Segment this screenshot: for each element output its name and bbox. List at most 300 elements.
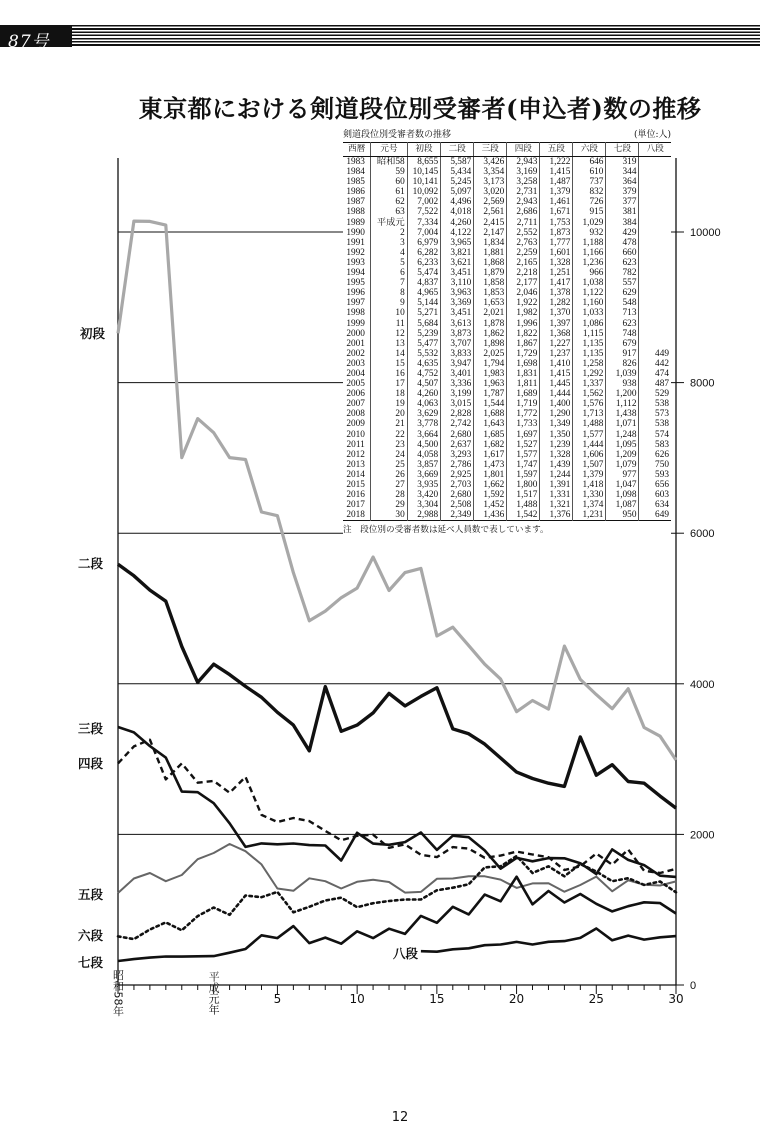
x-tick-label: 平成元年 — [207, 971, 221, 1015]
table-cell: 3,451 — [441, 268, 474, 278]
table-cell: 4 — [371, 248, 407, 258]
table-cell: 2,943 — [507, 197, 540, 207]
table-cell: 2,742 — [441, 419, 474, 429]
table-cell: 977 — [606, 470, 639, 480]
table-cell: 966 — [573, 268, 606, 278]
table-cell: 1998 — [343, 308, 371, 318]
table-cell: 4,260 — [441, 218, 474, 228]
table-cell: 2016 — [343, 490, 371, 500]
table-cell: 3,420 — [407, 490, 440, 500]
table-cell: 1,527 — [507, 440, 540, 450]
table-cell: 1987 — [343, 197, 371, 207]
table-cell: 2,259 — [507, 248, 540, 258]
series-line-2 — [118, 564, 676, 808]
table-cell: 1,112 — [606, 399, 639, 409]
table-cell: 2010 — [343, 430, 371, 440]
table-cell: 2012 — [343, 450, 371, 460]
table-cell: 1,222 — [540, 157, 573, 168]
table-cell: 1993 — [343, 258, 371, 268]
table-cell: 1,209 — [606, 450, 639, 460]
table-cell: 538 — [655, 419, 669, 430]
table-cell: 59 — [371, 167, 407, 177]
table-cell: 660 — [606, 248, 639, 258]
table-cell: 1,290 — [540, 409, 573, 419]
table-cell: 1,858 — [474, 278, 507, 288]
table-cell: 1,349 — [540, 419, 573, 429]
table-cell: 2,680 — [441, 430, 474, 440]
table-row — [343, 177, 671, 187]
table-cell: 3,965 — [441, 238, 474, 248]
table-cell: 10,141 — [407, 177, 440, 187]
table-cell — [639, 157, 671, 168]
table-row — [343, 298, 671, 308]
table-cell: 2014 — [343, 470, 371, 480]
table-cell: 529 — [655, 389, 669, 400]
table-cell: 14 — [371, 349, 407, 359]
table-cell: 1,227 — [540, 339, 573, 349]
table-row — [343, 268, 671, 278]
table-cell: 364 — [606, 177, 639, 187]
table-cell: 1,166 — [573, 248, 606, 258]
table-cell — [639, 197, 671, 207]
table-row — [343, 218, 671, 228]
table-row — [343, 319, 671, 329]
table-cell: 646 — [573, 157, 606, 168]
table-cell: 7,522 — [407, 207, 440, 217]
table-cell: 478 — [606, 238, 639, 248]
table-cell: 1,282 — [540, 298, 573, 308]
series-label-2: 二段 — [78, 556, 104, 571]
table-cell: 1,682 — [474, 440, 507, 450]
table-cell: 1,606 — [573, 450, 606, 460]
series-line-4 — [118, 740, 676, 873]
table-cell: 1,079 — [606, 460, 639, 470]
table-cell: 2,988 — [407, 510, 440, 521]
table-cell — [639, 288, 671, 298]
table-cell: 1,898 — [474, 339, 507, 349]
table-cell: 2,177 — [507, 278, 540, 288]
table-row — [343, 207, 671, 217]
table-cell — [639, 167, 671, 177]
table-cell: 5,434 — [441, 167, 474, 177]
table-cell: 3,833 — [441, 349, 474, 359]
table-cell: 1,544 — [474, 399, 507, 409]
table-cell: 1,577 — [573, 430, 606, 440]
table-cell: 1,239 — [540, 440, 573, 450]
table-cell: 4,837 — [407, 278, 440, 288]
table-cell: 1,753 — [540, 218, 573, 228]
table-cell: 623 — [606, 319, 639, 329]
table-cell: 1,597 — [507, 470, 540, 480]
table-cell: 2,552 — [507, 228, 540, 238]
x-tick-label: 5 — [273, 992, 282, 1006]
table-cell: 1,671 — [540, 207, 573, 217]
table-cell: 1,231 — [573, 510, 606, 521]
table-cell: 12 — [371, 329, 407, 339]
table-row — [343, 359, 671, 369]
table-cell: 1,391 — [540, 480, 573, 490]
table-cell: 1,115 — [573, 329, 606, 339]
table-cell — [639, 278, 671, 288]
table-cell: 1,688 — [474, 409, 507, 419]
table-cell: 2017 — [343, 500, 371, 510]
table-cell: 1,029 — [573, 218, 606, 228]
table-cell: 1,834 — [474, 238, 507, 248]
table-cell: 487 — [655, 379, 669, 390]
table-cell: 8 — [371, 288, 407, 298]
table-cell: 61 — [371, 187, 407, 197]
table-cell: 8,655 — [407, 157, 440, 168]
table-cell: 5,097 — [441, 187, 474, 197]
table-row — [343, 399, 671, 409]
table-cell: 2000 — [343, 329, 371, 339]
table-cell: 1,038 — [573, 278, 606, 288]
table-cell: 1,643 — [474, 419, 507, 429]
table-cell: 1,331 — [540, 490, 573, 500]
table-header-cell: 西暦 — [343, 143, 371, 157]
table-cell: 1,160 — [573, 298, 606, 308]
table-cell: 3,199 — [441, 389, 474, 399]
table-cell: 2,165 — [507, 258, 540, 268]
table-cell: 1,378 — [540, 288, 573, 298]
series-line-3 — [118, 727, 676, 877]
table-cell: 1,601 — [540, 248, 573, 258]
table-cell: 2003 — [343, 359, 371, 369]
x-tick-label: 25 — [588, 992, 604, 1006]
table-cell: 1,328 — [540, 450, 573, 460]
table-cell: 2,508 — [441, 500, 474, 510]
table-cell: 1,415 — [540, 167, 573, 177]
table-cell: 1,777 — [540, 238, 573, 248]
table-cell — [639, 339, 671, 349]
table-cell: 377 — [606, 197, 639, 207]
table-cell: 27 — [371, 480, 407, 490]
table-cell: 3,707 — [441, 339, 474, 349]
table-cell: 610 — [573, 167, 606, 177]
table-cell: 2,025 — [474, 349, 507, 359]
table-cell: 1,822 — [507, 329, 540, 339]
table-cell — [639, 177, 671, 187]
table-cell: 6,282 — [407, 248, 440, 258]
table-cell: 713 — [606, 308, 639, 318]
table-cell: 1,879 — [474, 268, 507, 278]
table-body — [343, 157, 671, 521]
table-cell: 30 — [371, 510, 407, 521]
table-cell — [639, 268, 671, 278]
table-cell: 3,778 — [407, 419, 440, 429]
table-cell: 25 — [371, 460, 407, 470]
series-line-8 — [421, 929, 676, 952]
table-cell: 1,488 — [507, 500, 540, 510]
table-row — [343, 379, 671, 389]
table-row — [343, 167, 671, 177]
table-cell: 3,169 — [507, 167, 540, 177]
table-cell: 4,122 — [441, 228, 474, 238]
table-cell: 4,063 — [407, 399, 440, 409]
table-cell: 昭和58 — [371, 157, 407, 168]
table-cell: 7 — [371, 278, 407, 288]
table-cell: 3,669 — [407, 470, 440, 480]
table-cell: 603 — [655, 490, 669, 501]
table-cell: 3,873 — [441, 329, 474, 339]
table-cell: 4,018 — [441, 207, 474, 217]
table-cell: 1992 — [343, 248, 371, 258]
table-cell: 2011 — [343, 440, 371, 450]
table-cell: 2018 — [343, 510, 371, 521]
table-cell: 7,004 — [407, 228, 440, 238]
table-cell: 5,245 — [441, 177, 474, 187]
table-cell: 9 — [371, 298, 407, 308]
table-cell: 10,145 — [407, 167, 440, 177]
table-cell: 6,979 — [407, 238, 440, 248]
table-row — [343, 228, 671, 238]
table-header-cell: 七段 — [606, 143, 639, 157]
table-row — [343, 157, 671, 168]
table-cell: 2,415 — [474, 218, 507, 228]
table-cell: 62 — [371, 197, 407, 207]
table-cell: 1,244 — [540, 470, 573, 480]
table-cell: 3,293 — [441, 450, 474, 460]
table-cell: 932 — [573, 228, 606, 238]
table-cell — [639, 298, 671, 308]
table-cell: 1,098 — [606, 490, 639, 500]
table-cell: 1,473 — [474, 460, 507, 470]
table-cell: 1,410 — [540, 359, 573, 369]
table-row — [343, 490, 671, 500]
table-cell: 28 — [371, 490, 407, 500]
table-cell: 1,881 — [474, 248, 507, 258]
table-cell — [639, 218, 671, 228]
table-cell: 60 — [371, 177, 407, 187]
table-cell: 1,653 — [474, 298, 507, 308]
table-cell: 1,577 — [507, 450, 540, 460]
table-cell: 2,569 — [474, 197, 507, 207]
table-cell: 2005 — [343, 379, 371, 389]
table-cell: 1,922 — [507, 298, 540, 308]
table-cell: 1,461 — [540, 197, 573, 207]
table-cell: 3 — [371, 238, 407, 248]
table-cell: 26 — [371, 470, 407, 480]
table-cell: 7,334 — [407, 218, 440, 228]
table-cell: 1,370 — [540, 308, 573, 318]
table-header-cell: 八段 — [639, 143, 671, 157]
table-cell — [639, 308, 671, 318]
table-cell: 1,733 — [507, 419, 540, 429]
table-cell: 1,200 — [606, 389, 639, 399]
table-cell: 10,092 — [407, 187, 440, 197]
table-cell: 938 — [606, 379, 639, 389]
table-cell: 4,965 — [407, 288, 440, 298]
table-cell: 4,752 — [407, 369, 440, 379]
table-cell: 3,963 — [441, 288, 474, 298]
table-cell: 1,576 — [573, 399, 606, 409]
table-cell: 1,787 — [474, 389, 507, 399]
table-cell: 2,703 — [441, 480, 474, 490]
y-tick-label: 0 — [690, 980, 697, 992]
series-label-1: 初段 — [80, 326, 106, 341]
table-cell: 1,087 — [606, 500, 639, 510]
table-cell: 574 — [655, 429, 669, 440]
table-cell: 1,047 — [606, 480, 639, 490]
table-cell — [639, 248, 671, 258]
table-cell: 3,304 — [407, 500, 440, 510]
table-row — [343, 440, 671, 450]
table-cell: 737 — [573, 177, 606, 187]
table-cell: 1986 — [343, 187, 371, 197]
table-cell: 1995 — [343, 278, 371, 288]
table-cell: 649 — [655, 510, 669, 521]
x-tick-label: 昭和58年 — [111, 969, 125, 1017]
table-cell: 19 — [371, 399, 407, 409]
data-table — [343, 142, 671, 521]
table-cell: 4,635 — [407, 359, 440, 369]
table-cell: 1,086 — [573, 319, 606, 329]
table-cell: 2,711 — [507, 218, 540, 228]
table-cell: 1,436 — [474, 510, 507, 521]
table-row — [343, 430, 671, 440]
y-tick-label: 8000 — [690, 377, 715, 390]
table-cell: 1,617 — [474, 450, 507, 460]
table-cell: 1,292 — [573, 369, 606, 379]
table-cell: 1,982 — [507, 308, 540, 318]
table-cell: 629 — [606, 288, 639, 298]
table-cell: 634 — [655, 500, 669, 511]
table-cell: 3,173 — [474, 177, 507, 187]
table-cell: 1,397 — [540, 319, 573, 329]
table-row — [343, 419, 671, 429]
table-cell: 3,336 — [441, 379, 474, 389]
table-cell: 5,144 — [407, 298, 440, 308]
table-cell: 1,350 — [540, 430, 573, 440]
table-cell: 449 — [655, 348, 669, 359]
table-cell — [639, 228, 671, 238]
table-row — [343, 409, 671, 419]
y-tick-label: 2000 — [690, 829, 715, 842]
table-cell: 13 — [371, 339, 407, 349]
table-cell: 915 — [573, 207, 606, 217]
table-cell: 1,379 — [540, 187, 573, 197]
table-cell: 2,046 — [507, 288, 540, 298]
table-cell: 18 — [371, 389, 407, 399]
table-cell: 1,963 — [474, 379, 507, 389]
table-cell: 2,561 — [474, 207, 507, 217]
table-cell: 24 — [371, 450, 407, 460]
table-row — [343, 349, 671, 359]
y-tick-label: 4000 — [690, 678, 715, 691]
table-cell: 1,488 — [573, 419, 606, 429]
table-cell: 2,686 — [507, 207, 540, 217]
table-cell: 319 — [606, 157, 639, 168]
table-cell: 1,337 — [573, 379, 606, 389]
table-cell — [639, 258, 671, 268]
table-cell: 1,417 — [540, 278, 573, 288]
table-cell: 726 — [573, 197, 606, 207]
table-cell: 20 — [371, 409, 407, 419]
series-label-6: 六段 — [78, 928, 104, 943]
table-cell: 1,236 — [573, 258, 606, 268]
table-cell: 679 — [606, 339, 639, 349]
table-cell: 1,747 — [507, 460, 540, 470]
table-cell: 1,517 — [507, 490, 540, 500]
table-cell: 1,697 — [507, 430, 540, 440]
table-cell: 1,801 — [474, 470, 507, 480]
table-cell: 3,110 — [441, 278, 474, 288]
table-cell: 2,218 — [507, 268, 540, 278]
table-cell: 1,135 — [573, 339, 606, 349]
table-cell: 15 — [371, 359, 407, 369]
table-cell: 5,684 — [407, 319, 440, 329]
table-cell: 1,698 — [507, 359, 540, 369]
table-cell: 1,713 — [573, 409, 606, 419]
table-cell: 1,689 — [507, 389, 540, 399]
table-cell: 1990 — [343, 228, 371, 238]
table-cell: 474 — [655, 368, 669, 379]
table-cell: 1,444 — [540, 389, 573, 399]
table-cell: 2,925 — [441, 470, 474, 480]
table-cell: 17 — [371, 379, 407, 389]
table-cell: 623 — [606, 258, 639, 268]
table-cell: 4,500 — [407, 440, 440, 450]
table-cell: 1,033 — [573, 308, 606, 318]
data-table-panel — [343, 129, 671, 535]
table-cell: 1,772 — [507, 409, 540, 419]
table-row — [343, 278, 671, 288]
table-row — [343, 480, 671, 490]
table-cell: 1,418 — [573, 480, 606, 490]
table-cell: 2,349 — [441, 510, 474, 521]
table-cell: 1984 — [343, 167, 371, 177]
issue-number: 87号 — [8, 32, 50, 52]
series-line-6 — [118, 856, 676, 939]
table-header-cell: 五段 — [540, 143, 573, 157]
table-note: 注 段位別の受審者数は延べ人員数で表しています。 — [343, 525, 549, 536]
table-header-cell: 初段 — [407, 143, 440, 157]
table-cell — [639, 187, 671, 197]
table-cell: 656 — [655, 480, 669, 490]
table-cell: 583 — [655, 439, 669, 450]
table-cell: 63 — [371, 207, 407, 217]
table-cell: 626 — [655, 449, 669, 460]
series-label-7: 七段 — [78, 955, 104, 970]
table-cell: 548 — [606, 298, 639, 308]
table-cell: 593 — [655, 469, 669, 480]
table-cell: 3,369 — [441, 298, 474, 308]
table-cell: 2009 — [343, 419, 371, 429]
table-cell: 1,662 — [474, 480, 507, 490]
table-cell: 3,821 — [441, 248, 474, 258]
table-cell: 4,058 — [407, 450, 440, 460]
table-header-cell: 三段 — [474, 143, 507, 157]
table-cell: 5,587 — [441, 157, 474, 168]
table-cell: 1,996 — [507, 319, 540, 329]
table-row — [343, 450, 671, 460]
table-row — [343, 460, 671, 470]
table-cell: 384 — [606, 218, 639, 228]
table-cell: 1,983 — [474, 369, 507, 379]
table-cell: 748 — [606, 329, 639, 339]
table-row — [343, 238, 671, 248]
table-cell: 3,947 — [441, 359, 474, 369]
table-cell: 3,664 — [407, 430, 440, 440]
table-cell: 5,271 — [407, 308, 440, 318]
table-cell: 1,878 — [474, 319, 507, 329]
x-tick-label: 10 — [349, 992, 365, 1006]
table-cell: 4,496 — [441, 197, 474, 207]
page-title: 東京都における剣道段位別受審者(申込者)数の推移 — [138, 94, 702, 123]
table-cell: 1994 — [343, 268, 371, 278]
table-cell — [639, 238, 671, 248]
table-cell: 442 — [655, 358, 669, 369]
